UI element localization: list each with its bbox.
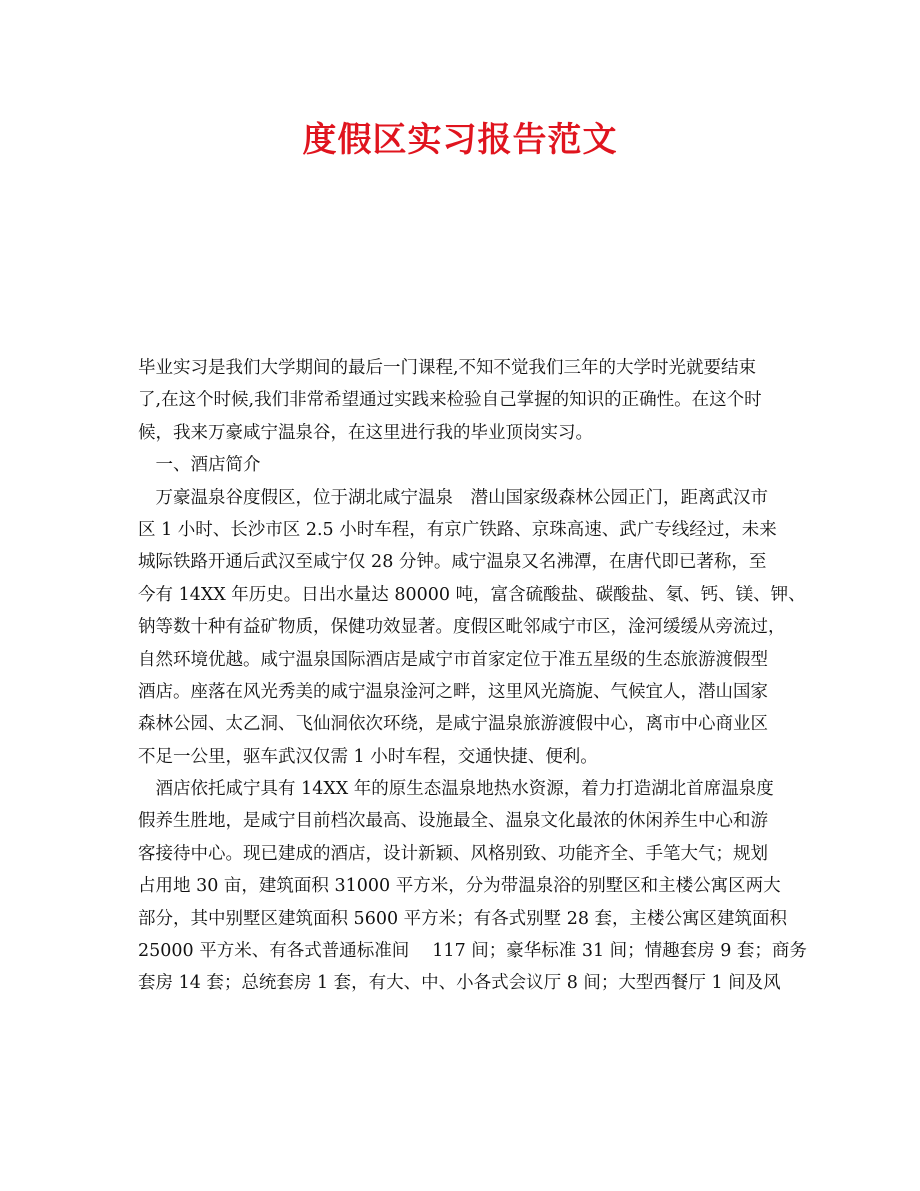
body-line: 了,在这个时候,我们非常希望通过实践来检验自己掌握的知识的正确性。在这个时 [138,390,762,411]
body-line: 客接待中心。现已建成的酒店，设计新颖、风格别致、功能齐全、手笔大气；规划 [138,843,768,864]
body-line: 套房 14 套；总统套房 1 套，有大、中、小各式会议厅 8 间；大型西餐厅 1 间及风 [138,973,781,994]
document-body [138,352,807,1000]
body-line: 城际铁路开通后武汉至咸宁仅 28 分钟。咸宁温泉又名沸潭，在唐代即已著称，至 [138,552,767,573]
body-line: 毕业实习是我们大学期间的最后一门课程,不知不觉我们三年的大学时光就要结束 [138,358,757,378]
document-title: 度假区实习报告范文 [302,120,618,160]
body-line: 森林公园、太乙洞、飞仙洞依次环绕，是咸宁温泉旅游渡假中心，离市中心商业区 [138,714,768,735]
body-line: 自然环境优越。咸宁温泉国际酒店是咸宁市首家定位于准五星级的生态旅游渡假型 [138,649,768,670]
body-line: 占用地 30 亩，建筑面积 31000 平方米，分为带温泉浴的别墅区和主楼公寓区两大 [138,876,781,897]
body-line: 25000 平方米、有各式普通标准间 117 间；豪华标准 31 间；情趣套房 9 套；商务 [138,941,807,962]
body-line: 不足一公里，驱车武汉仅需 1 小时车程，交通快捷、便利。 [138,746,598,767]
body-line: 部分，其中别墅区建筑面积 5600 平方米；有各式别墅 28 套，主楼公寓区建筑面积 [138,908,788,929]
body-line: 酒店依托咸宁具有 14XX 年的原生态温泉地热水资源，着力打造湖北首席温泉度 [138,779,774,800]
body-line: 候，我来万豪咸宁温泉谷，在这里进行我的毕业顶岗实习。 [138,422,593,443]
body-line: 假养生胜地，是咸宁目前档次最高、设施最全、温泉文化最浓的休闲养生中心和游 [138,811,768,832]
body-line: 酒店。座落在风光秀美的咸宁温泉淦河之畔，这里风光旖旎、气候宜人，潜山国家 [138,681,768,702]
body-line: 钠等数十种有益矿物质，保健功效显著。度假区毗邻咸宁市区，淦河缓缓从旁流过， [138,617,786,638]
body-line: 万豪温泉谷度假区，位于湖北咸宁温泉 潜山国家级森林公园正门，距离武汉市 [138,487,768,508]
body-line: 今有 14XX 年历史。日出水量达 80000 吨，富含硫酸盐、碳酸盐、氡、钙、镁、钾、 [138,584,806,605]
section-heading: 一、酒店简介 [138,455,261,476]
body-line: 区 1 小时、长沙市区 2.5 小时车程，有京广铁路、京珠高速、武广专线经过，未来 [138,519,777,540]
